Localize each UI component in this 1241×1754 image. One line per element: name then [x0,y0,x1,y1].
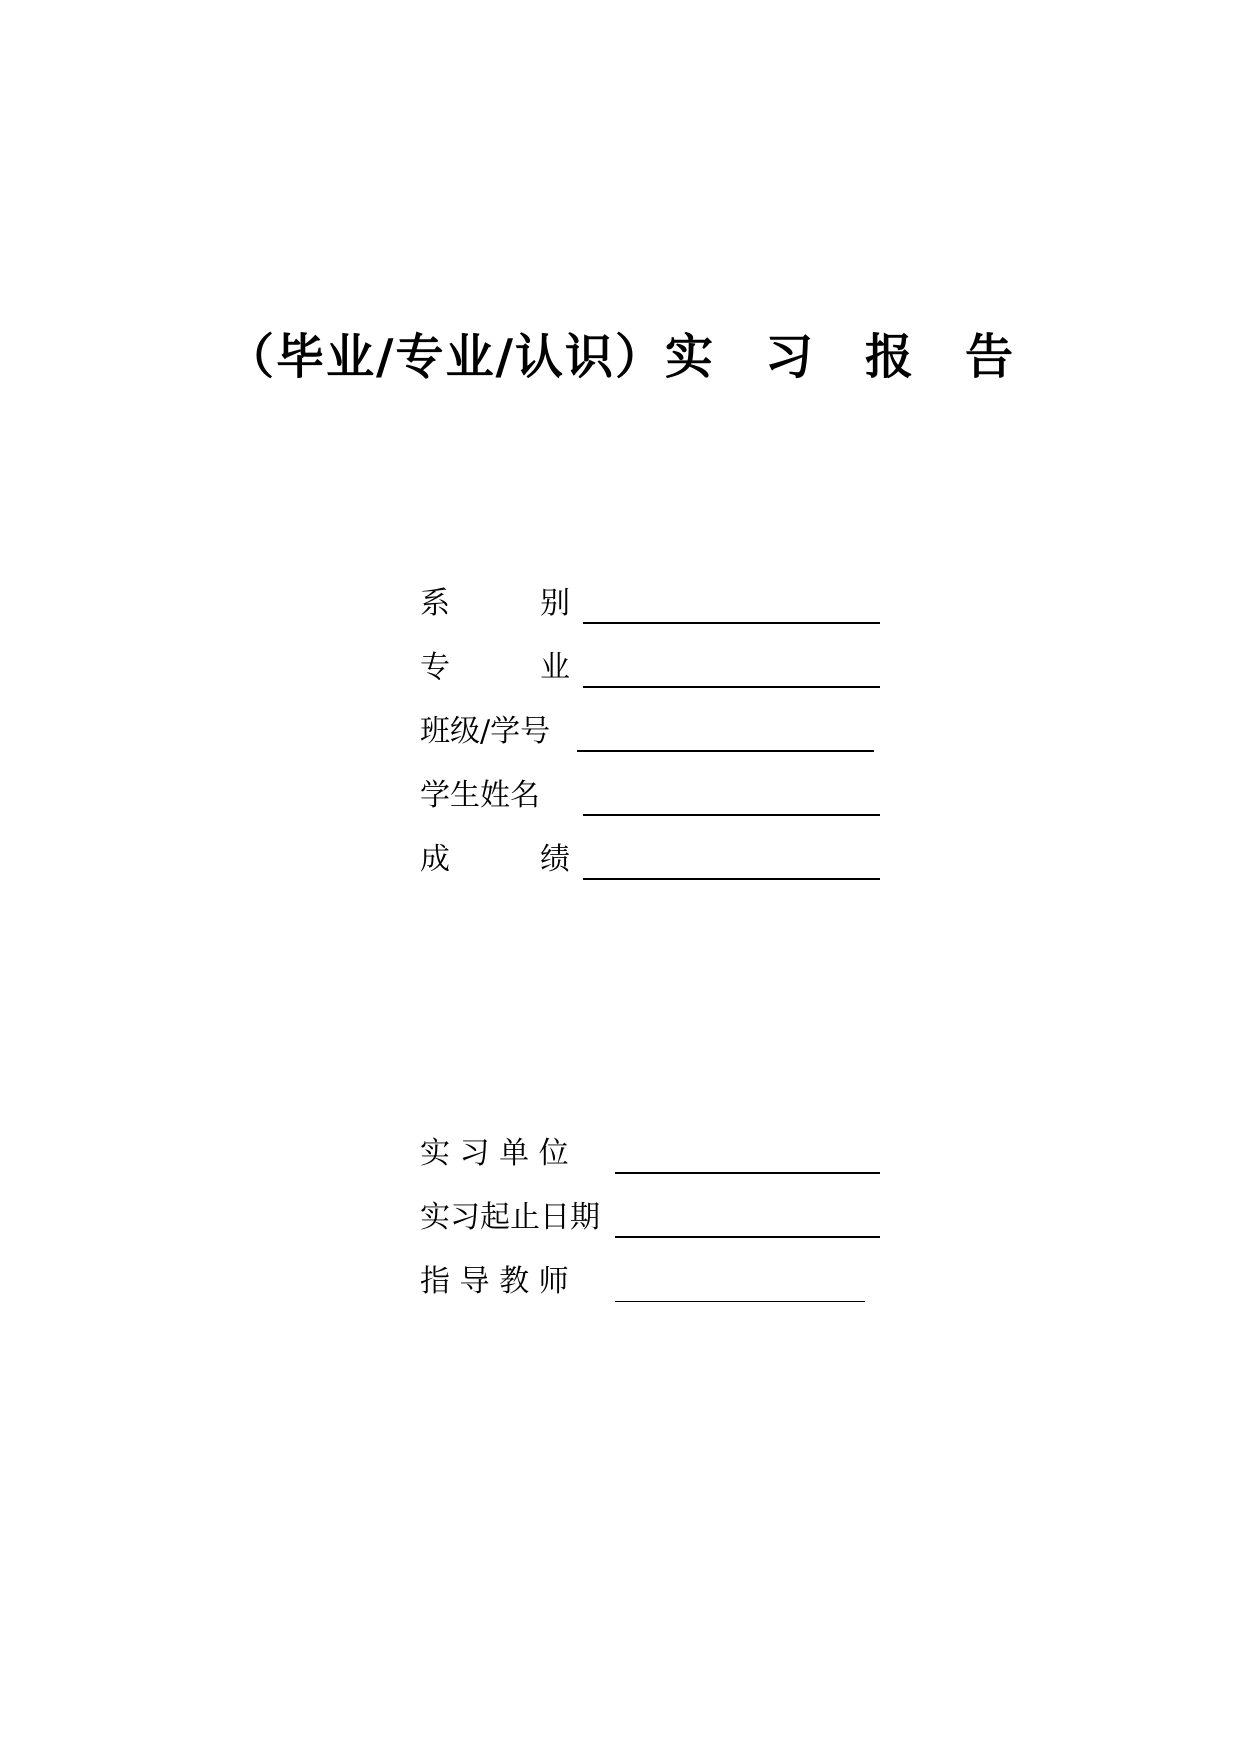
field-supervisor [420,1258,865,1302]
field-input-supervisor[interactable] [615,1263,865,1302]
field-label-internship-dates: 实习起止日期 [420,1200,600,1235]
report-title: （毕业/专业/认识）实 习 报 告 [225,329,1016,385]
field-input-class-id[interactable] [577,712,874,752]
field-label-grade: 成 绩 [420,842,570,877]
field-label-department: 系 别 [420,586,570,621]
field-input-student-name[interactable] [583,776,880,816]
field-input-internship-dates[interactable] [615,1198,880,1238]
field-label-student-name: 学生姓名 [420,778,540,813]
field-department [420,580,880,624]
field-major [420,644,880,688]
field-input-grade[interactable] [583,840,880,880]
field-class-id [420,708,874,752]
field-input-department[interactable] [583,584,880,624]
field-label-internship-unit: 实 习 单 位 [420,1136,569,1171]
field-internship-dates [420,1194,880,1238]
field-student-name [420,772,880,816]
field-input-internship-unit[interactable] [615,1134,880,1174]
field-grade [420,836,880,880]
field-internship-unit [420,1130,880,1174]
field-label-major: 专 业 [420,650,570,685]
field-input-major[interactable] [583,648,880,688]
field-label-class-id: 班级/学号 [420,714,551,749]
field-label-supervisor: 指 导 教 师 [420,1264,569,1299]
